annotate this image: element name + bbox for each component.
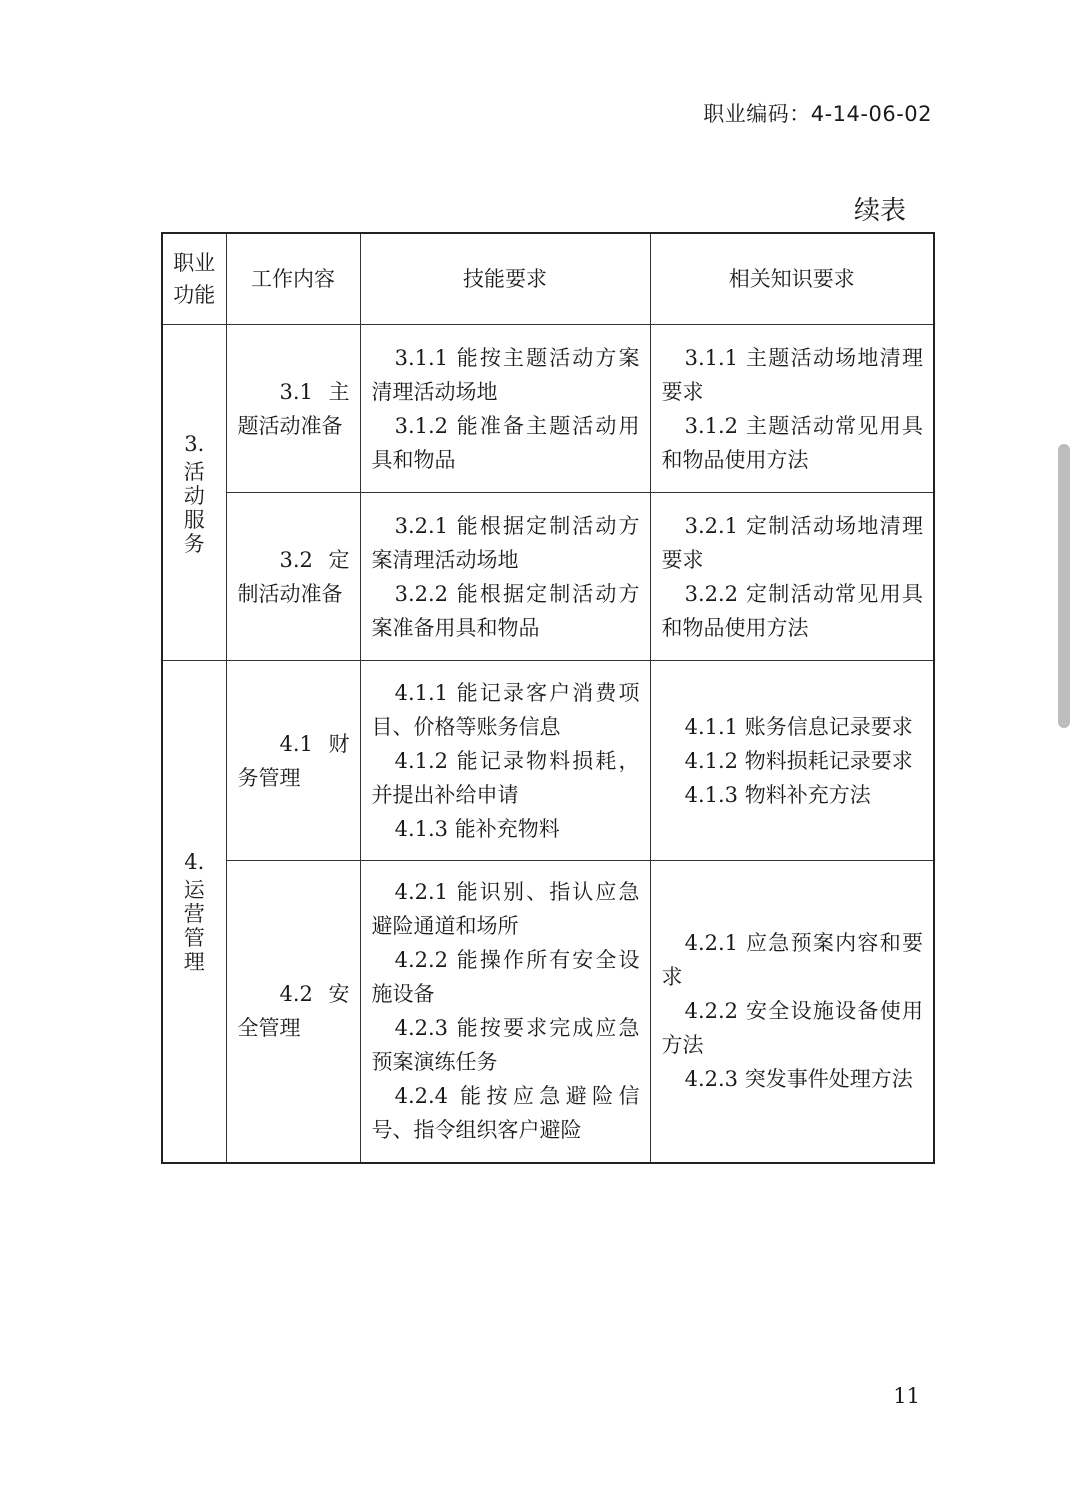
standards-table [161, 232, 935, 1164]
table-row [162, 325, 934, 493]
list-item: 4.2.2 安全设施设备使用方法 [661, 999, 923, 1058]
table-row [162, 661, 934, 861]
knowledge-cell [650, 325, 934, 493]
continued-label: 续表 [853, 196, 906, 226]
skill-cell [360, 325, 650, 493]
list-item: 3.1.1 主题活动场地清理要求 [661, 345, 923, 404]
list-item: 4.1.3 能补充物料 [394, 816, 560, 841]
list-item: 4.2.2 能操作所有安全设施设备 [371, 948, 640, 1007]
list-item: 4.1.1 能记录客户消费项目、价格等账务信息 [371, 680, 640, 739]
list-item: 3.1.2 能准备主题活动用具和物品 [371, 413, 640, 472]
list-item: 3.2.1 定制活动场地清理要求 [661, 513, 923, 572]
table-row [162, 861, 934, 1163]
table-row [162, 493, 934, 661]
skill-cell [360, 861, 650, 1163]
function-cell [162, 325, 226, 661]
header-skill-requirements: 技能要求 [360, 233, 650, 325]
header-knowledge-requirements: 相关知识要求 [650, 233, 934, 325]
list-item: 4.2.1 能识别、指认应急避险通道和场所 [371, 880, 640, 939]
skill-cell [360, 661, 650, 861]
knowledge-cell [650, 861, 934, 1163]
list-item: 4.2.3 突发事件处理方法 [684, 1067, 913, 1092]
skill-cell [360, 493, 650, 661]
work-content-cell: 3.1 主题活动准备 [226, 325, 360, 493]
list-item: 4.2.3 能按要求完成应急预案演练任务 [371, 1016, 640, 1075]
function-number: 4. [184, 850, 205, 875]
list-item: 3.1.1 能按主题活动方案清理活动场地 [371, 345, 640, 404]
header-function: 职业功能 [162, 233, 226, 325]
work-content-cell: 4.2 安全管理 [226, 861, 360, 1163]
work-content-cell: 4.1 财务管理 [226, 661, 360, 861]
list-item: 4.1.1 账务信息记录要求 [684, 714, 913, 739]
work-content-cell: 3.2 定制活动准备 [226, 493, 360, 661]
list-item: 4.2.4 能按应急避险信号、指令组织客户避险 [371, 1084, 640, 1143]
list-item: 4.1.3 物料补充方法 [684, 782, 871, 807]
list-item: 4.2.1 应急预案内容和要求 [661, 931, 923, 990]
knowledge-cell [650, 661, 934, 861]
function-name: 运营管理 [183, 878, 205, 975]
function-cell [162, 661, 226, 1163]
function-name: 活动服务 [183, 459, 205, 556]
knowledge-cell [650, 493, 934, 661]
list-item: 4.1.2 物料损耗记录要求 [684, 748, 913, 773]
list-item: 3.2.2 能根据定制活动方案准备用具和物品 [371, 581, 640, 640]
list-item: 3.1.2 主题活动常见用具和物品使用方法 [661, 413, 923, 472]
list-item: 3.2.1 能根据定制活动方案清理活动场地 [371, 513, 640, 572]
list-item: 4.1.2 能记录物料损耗，并提出补给申请 [371, 748, 640, 807]
occupation-code: 职业编码：4-14-06-02 [703, 102, 932, 126]
header-work-content: 工作内容 [226, 233, 360, 325]
table-header-row [162, 233, 934, 325]
list-item: 3.2.2 定制活动常见用具和物品使用方法 [661, 581, 923, 640]
function-number: 3. [184, 431, 205, 456]
page-number: 11 [893, 1384, 920, 1408]
scrollbar-thumb[interactable] [1058, 444, 1070, 728]
